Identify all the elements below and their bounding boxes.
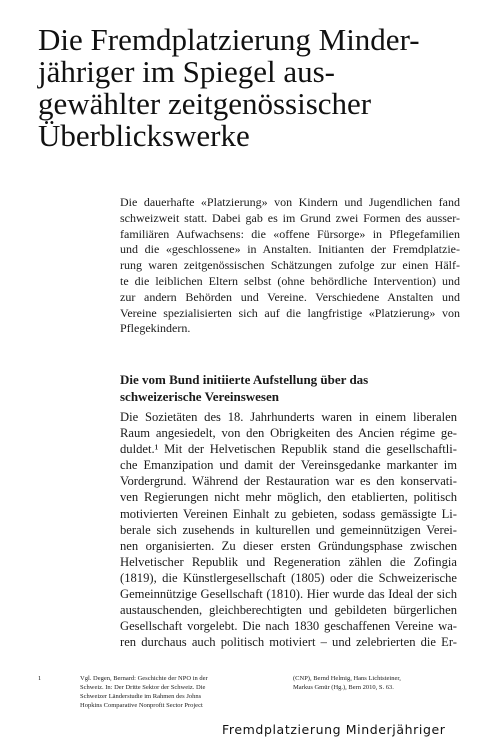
lead-line: te die leiblichen Eltern selbst (ohne behördliche Intervention) und: [120, 273, 460, 288]
body-line: (1819), die Künstlergesellschaft (1805) oder die Schweizerische: [120, 570, 457, 585]
body-line: Raum angesiedelt, von den Obrigkeiten des Ancien régime ge-: [120, 426, 457, 441]
body-line: ven Regierungen nicht mehr möglich, den etablierten, politisch: [120, 490, 457, 505]
body-line: duldet.¹ Mit der Helvetischen Republik stand die gesellschaftli-: [120, 442, 457, 457]
footnote-text-left: [80, 674, 260, 710]
body-line: nen organisierten. Zu dieser ersten Gründungsphase zwischen: [120, 538, 457, 553]
running-footer-title: Fremdplatzierung Minderjähriger: [222, 722, 446, 737]
title-line: Die Fremdplatzierung Minder-: [38, 22, 420, 57]
body-paragraph: [120, 409, 457, 650]
lead-paragraph: [120, 195, 460, 337]
heading-line: schweizerische Vereinswesen: [120, 389, 279, 404]
lead-line: Pflegekindern.: [120, 321, 191, 336]
title-line: Überblickswerke: [38, 118, 250, 153]
lead-line: Vereine spezialisierten sich auf die langfristige «Platzierung» von: [120, 305, 460, 320]
footnote-line: Hopkins Comparative Nonprofit Sector Project: [80, 702, 203, 709]
lead-line: familiären Aufwachsens: die «offene Fürsorge» in Pflegefamilien: [120, 226, 460, 241]
body-line: che Emanzipation und damit der Vereinsgedanke markanter im: [120, 458, 457, 473]
body-line: Gemeinnützige Gesellschaft (1810). Hier wurde das Ideal der sich: [120, 587, 457, 602]
body-line: ren durchaus auch politisch motiviert – und zelebrierten die Er-: [120, 635, 457, 650]
footnote-line: Schweiz. In: Der Dritte Sektor der Schweiz. Die: [80, 684, 206, 691]
lead-line: und die «geschlossene» in Anstalten. Initianten der Fremdplatzie-: [120, 242, 460, 257]
body-line: Die Sozietäten des 18. Jahrhunderts waren in einem liberalen: [120, 410, 457, 424]
footnote-line: Vgl. Degen, Bernard: Geschichte der NPO in der: [80, 675, 208, 682]
footnote-number: 1: [38, 675, 42, 682]
footnote-line: (CNP), Bernd Helmig, Hans Lichtsteiner,: [293, 675, 401, 682]
body-line: austauschenden, gleichberechtigten und gebildeten bürgerlichen: [120, 603, 457, 618]
body-line: Vordergrund. Während der Restauration war es den konservati-: [120, 474, 457, 489]
title-line: jähriger im Spiegel aus-: [38, 54, 335, 89]
body-line: motivierten Vereinen Einhalt zu gebieten, sodass gemässigte Li-: [120, 506, 457, 521]
page-title: [38, 24, 478, 152]
footnote-text-right: [293, 674, 463, 692]
title-line: gewählter zeitgenössischer: [38, 86, 372, 121]
heading-line: Die vom Bund initiierte Aufstellung über das: [120, 372, 369, 387]
lead-line: Die dauerhafte «Platzierung» von Kindern und Jugendlichen fand: [120, 195, 460, 209]
footnote-line: Markus Gmür (Hg.), Bern 2010, S. 63.: [293, 684, 394, 691]
footnote-line: Schweizer Länderstudie im Rahmen des Johns: [80, 693, 202, 700]
lead-line: zur andern Behörden und Vereine. Verschiedene Anstalten und: [120, 289, 460, 304]
section-heading: [120, 371, 460, 405]
lead-line: schweizweit statt. Dabei gab es im Grund zwei Formen des ausser-: [120, 210, 460, 225]
body-line: Helvetischer Republik und Regeneration zählen die Zofingia: [120, 554, 457, 569]
body-line: Gesellschaft vorgelebt. Die nach 1830 geschaffenen Vereine wa-: [120, 619, 457, 634]
lead-line: rung waren zeitgenössischen Schätzungen zufolge zur einen Hälf-: [120, 258, 460, 273]
body-line: berale sich zusehends in kulturellen und gemeinnützigen Verei-: [120, 522, 457, 537]
